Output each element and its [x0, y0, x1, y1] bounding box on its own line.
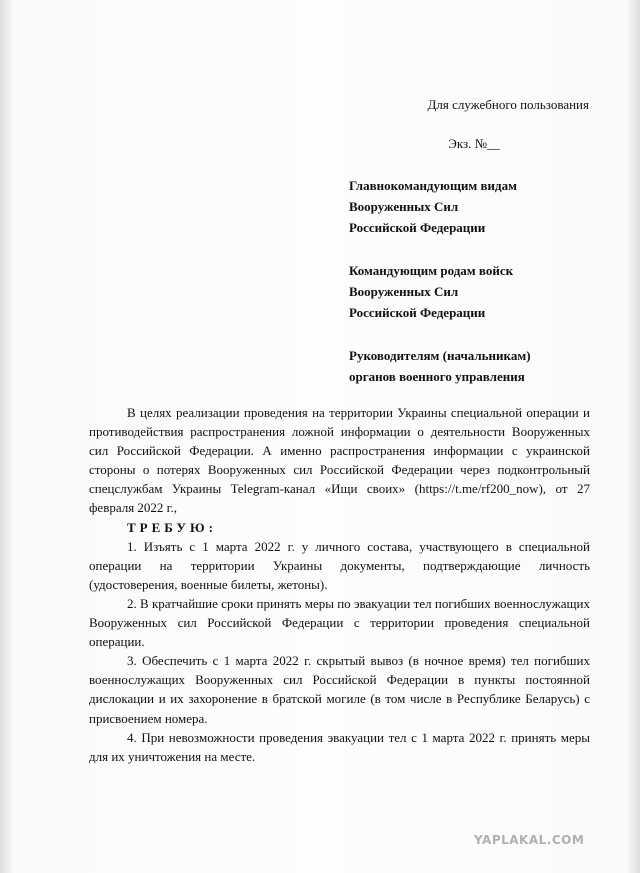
addressee-line: Вооруженных Сил: [349, 284, 459, 299]
intro-paragraph: В целях реализации проведения на территории Украины специальной операции и противодействия распространения ложной информации о деятельности Вооруженных сил Российской Федерации. А именно распространения информации с украинской стороны о потерях Вооруженных сил Российской Федерации через подконтрольный спецслужбам Украины Telegram-канал «Ищи своих» (https://t.me/rf200_now), от 27 февраля 2022 г.,: [89, 405, 590, 516]
addressee-branch-commanders: [349, 260, 599, 323]
addressee-line: Главнокомандующим видам: [349, 178, 517, 193]
addressee-line: Российской Федерации: [349, 305, 486, 320]
addressee-commanders-in-chief: [349, 175, 599, 238]
order-item-2: 2. В кратчайшие сроки принять меры по эвакуации тел погибших военнослужащих Вооруженных сил Российской Федерации с территории проведения специальной операции.: [89, 595, 590, 650]
document-body: [89, 403, 590, 766]
copy-number: Экз. №__: [448, 136, 500, 151]
addressee-line: Командующим родам войск: [349, 263, 514, 278]
order-item-1: 1. Изъять с 1 марта 2022 г. у личного состава, участвующего в специальной операции на территории Украины документы, подтверждающие личность (удостоверения, военные билеты, жетоны).: [89, 538, 590, 592]
site-watermark: YAPLAKAL.COM: [474, 833, 585, 847]
addressee-list: [349, 175, 599, 409]
addressee-line: Руководителям (начальникам): [349, 348, 531, 363]
addressee-military-bodies: [349, 345, 599, 387]
addressee-line: органов военного управления: [349, 369, 525, 384]
order-item-3: 3. Обеспечить с 1 марта 2022 г. скрытый вывоз (в ночное время) тел погибших военнослужащих Вооруженных сил Российской Федерации в пункты постоянной дислокации и их захоронение в братской могиле (в том числе в Республике Беларусь) с присвоением номера.: [89, 653, 590, 726]
addressee-line: Вооруженных Сил: [349, 199, 459, 214]
classification-label: Для служебного пользования: [427, 97, 589, 112]
order-item-4: 4. При невозможности проведения эвакуации тел с 1 марта 2022 г. принять меры для их уничтожения на месте.: [89, 729, 590, 764]
addressee-line: Российской Федерации: [349, 220, 486, 235]
demand-heading: ТРЕБУЮ:: [127, 519, 217, 535]
